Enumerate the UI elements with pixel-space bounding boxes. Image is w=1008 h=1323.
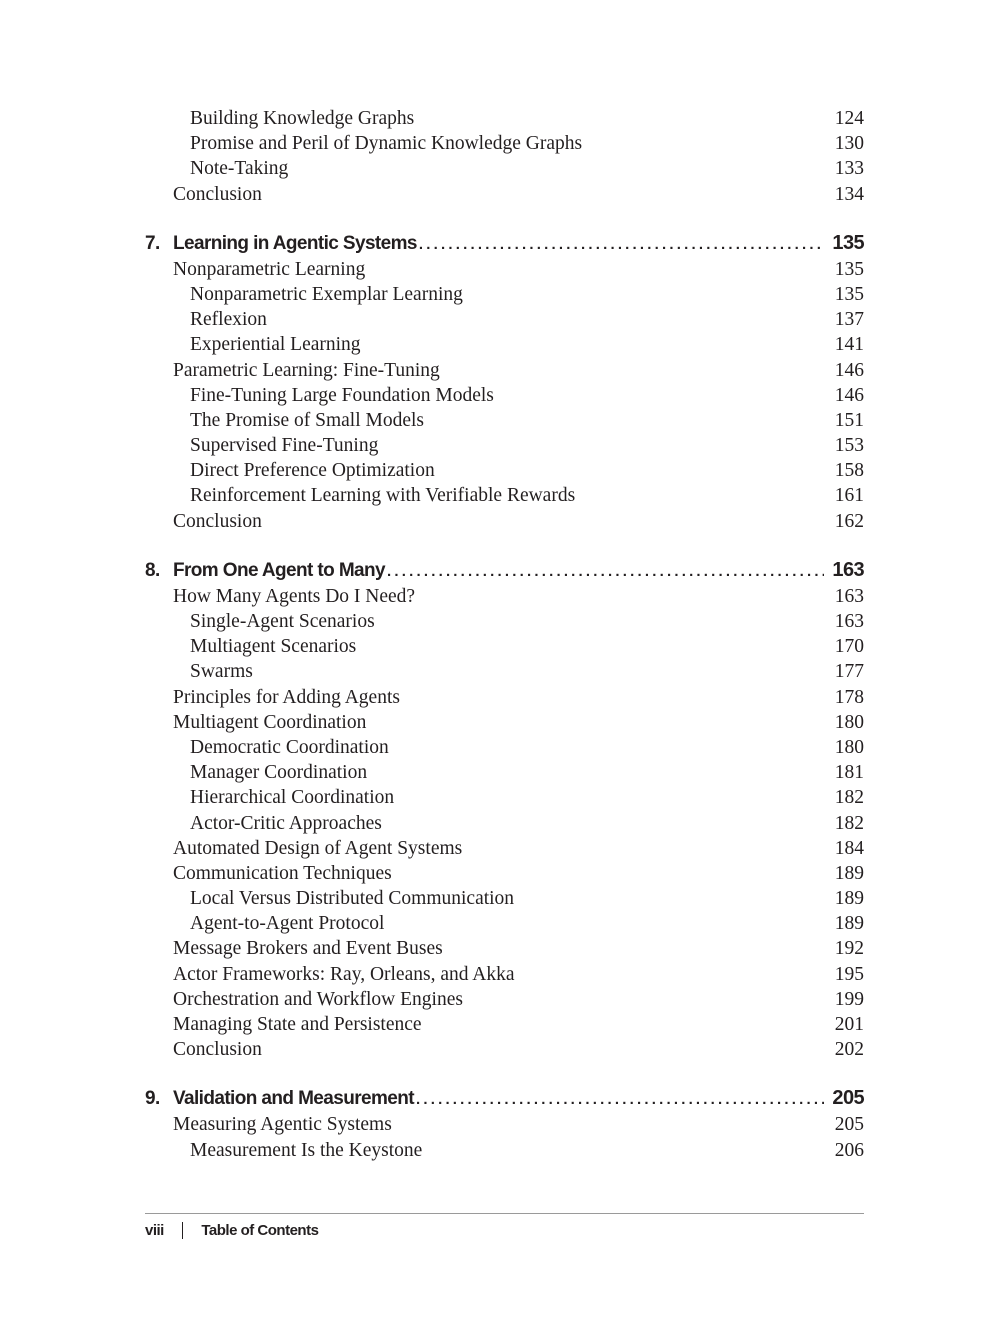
toc-entry-title: Conclusion [173,183,262,205]
toc-entry[interactable] [145,584,864,609]
toc-chapter-7 [145,230,864,534]
toc-entry[interactable] [145,182,864,207]
toc-entry-page: 133 [834,158,864,180]
toc-entry-title: Measuring Agentic Systems [173,1114,392,1136]
toc-entry-title: Automated Design of Agent Systems [173,837,463,859]
toc-entry-page: 205 [834,1114,864,1136]
toc-chapter-9 [145,1085,864,1162]
toc-entry-title: Agent-to-Agent Protocol [190,913,385,935]
footer-section-title: Table of Contents [201,1222,319,1239]
toc-entry-title: Measurement Is the Keystone [190,1139,423,1161]
chapter-number: 7. [145,232,160,254]
toc-entry[interactable] [145,760,864,785]
footer-separator [182,1222,184,1239]
dot-leader [419,231,825,258]
toc-entry-title: Note-Taking [190,158,289,180]
toc-entry-title: Reinforcement Learning with Verifiable Rewards [190,485,576,507]
chapter-title: Learning in Agentic Systems [173,232,417,254]
toc-entry-title: Reflexion [190,309,267,331]
toc-entry-title: Actor-Critic Approaches [190,812,382,834]
toc-entry-page: 158 [834,460,864,482]
toc-entry[interactable] [145,609,864,634]
toc-entry[interactable] [145,131,864,156]
dot-leader [416,1086,824,1113]
toc-entry-page: 182 [834,787,864,809]
toc-entry-page: 153 [834,435,864,457]
chapter-page: 135 [832,231,864,254]
toc-entry-title: Fine-Tuning Large Foundation Models [190,384,494,406]
toc-entry[interactable] [145,710,864,735]
toc-entry-title: Direct Preference Optimization [190,460,435,482]
toc-entry-title: Manager Coordination [190,762,368,784]
chapter-number: 9. [145,1088,160,1110]
toc-entry-page: 206 [834,1139,864,1161]
toc-entry[interactable] [145,408,864,433]
footer-page-number: viii [145,1222,164,1239]
toc-entry-title: Multiagent Coordination [173,711,367,733]
toc-entry-page: 201 [834,1014,864,1035]
chapter-heading[interactable] [145,230,864,257]
toc-entry-title: Promise and Peril of Dynamic Knowledge Graphs [190,133,583,155]
toc-entry-page: 135 [834,283,864,305]
toc-entry[interactable] [145,659,864,684]
toc-entry[interactable] [145,458,864,483]
toc-entry[interactable] [145,936,864,961]
toc-entry[interactable] [145,383,864,408]
toc-entry-title: Conclusion [173,1039,262,1061]
toc-entry-page: 181 [834,762,864,784]
toc-continued-section [145,106,864,207]
toc-entry-page: 189 [834,862,864,884]
toc-entry[interactable] [145,911,864,936]
toc-entry[interactable] [145,358,864,383]
toc-entry[interactable] [145,257,864,282]
toc-entry[interactable] [145,332,864,357]
toc-entry-page: 141 [834,334,864,356]
toc-entry[interactable] [145,1112,864,1137]
toc-entry-title: Conclusion [173,510,262,532]
toc-entry-page: 163 [834,585,864,607]
toc-entry[interactable] [145,433,864,458]
toc-entry-page: 177 [834,661,864,683]
toc-entry-page: 134 [834,183,864,205]
toc-entry-page: 135 [834,258,864,280]
toc-entry-page: 178 [834,686,864,708]
toc-entry[interactable] [145,685,864,710]
toc-entry-title: Hierarchical Coordination [190,787,395,809]
table-of-contents [145,106,864,1163]
toc-entry-title: Nonparametric Exemplar Learning [190,283,463,305]
toc-entry-title: Single-Agent Scenarios [190,611,375,632]
toc-entry[interactable] [145,634,864,659]
toc-entry-title: Swarms [190,661,253,683]
toc-entry-title: Nonparametric Learning [173,258,366,280]
toc-entry[interactable] [145,1012,864,1037]
toc-entry[interactable] [145,861,864,886]
toc-entry-page: 199 [834,988,864,1010]
toc-entry[interactable] [145,886,864,911]
toc-entry-page: 184 [834,837,864,859]
toc-entry-page: 189 [834,888,864,910]
toc-entry[interactable] [145,836,864,861]
toc-entry-page: 146 [834,359,864,381]
toc-entry-page: 195 [834,963,864,985]
toc-entry-page: 202 [834,1039,864,1061]
toc-entry[interactable] [145,509,864,534]
toc-entry[interactable] [145,962,864,987]
chapter-title: From One Agent to Many [173,559,385,581]
toc-entry-page: 137 [834,309,864,331]
chapter-heading[interactable] [145,557,864,584]
toc-entry[interactable] [145,483,864,508]
toc-entry-page: 180 [834,736,864,758]
toc-entry[interactable] [145,785,864,810]
toc-entry-title: Managing State and Persistence [173,1014,422,1035]
toc-entry-title: The Promise of Small Models [190,409,424,431]
toc-entry-title: Parametric Learning: Fine-Tuning [173,359,440,381]
toc-chapter-8 [145,557,864,1063]
toc-entry-title: Principles for Adding Agents [173,686,400,708]
toc-entry[interactable] [145,282,864,307]
toc-entry-title: Local Versus Distributed Communication [190,888,515,910]
toc-entry[interactable] [145,156,864,181]
toc-entry-title: Building Knowledge Graphs [190,108,415,129]
toc-entry[interactable] [145,735,864,760]
toc-entry[interactable] [145,811,864,836]
toc-entry[interactable] [145,1138,864,1163]
toc-entry-title: Actor Frameworks: Ray, Orleans, and Akka [173,963,515,985]
toc-entry-page: 146 [834,384,864,406]
chapter-number: 8. [145,559,160,581]
toc-entry-title: Orchestration and Workflow Engines [173,988,463,1010]
toc-entry[interactable] [145,307,864,332]
dot-leader [387,558,824,585]
toc-entry-page: 180 [834,711,864,733]
page-footer [145,1213,864,1239]
toc-entry-title: Experiential Learning [190,334,361,356]
toc-entry-title: How Many Agents Do I Need? [173,585,416,607]
chapter-title: Validation and Measurement [173,1088,414,1110]
toc-entry-page: 124 [834,108,864,129]
toc-entry-page: 151 [834,409,864,431]
footer-text [145,1222,318,1239]
chapter-heading[interactable] [145,1085,864,1112]
toc-entry-page: 130 [834,133,864,155]
toc-entry-title: Communication Techniques [173,862,392,884]
toc-entry-title: Multiagent Scenarios [190,636,357,658]
toc-entry-page: 192 [834,938,864,960]
toc-entry-page: 161 [834,485,864,507]
chapter-page: 163 [832,558,864,581]
toc-entry-page: 189 [834,913,864,935]
toc-entry-title: Message Brokers and Event Buses [173,938,443,960]
toc-entry[interactable] [145,106,864,131]
chapter-page: 205 [832,1087,864,1110]
toc-entry-title: Democratic Coordination [190,736,389,758]
toc-entry-page: 162 [834,510,864,532]
toc-entry-title: Supervised Fine-Tuning [190,435,379,457]
toc-entry-page: 182 [834,812,864,834]
toc-entry-page: 170 [834,636,864,658]
toc-entry[interactable] [145,987,864,1012]
toc-entry[interactable] [145,1037,864,1062]
toc-entry-page: 163 [834,611,864,632]
